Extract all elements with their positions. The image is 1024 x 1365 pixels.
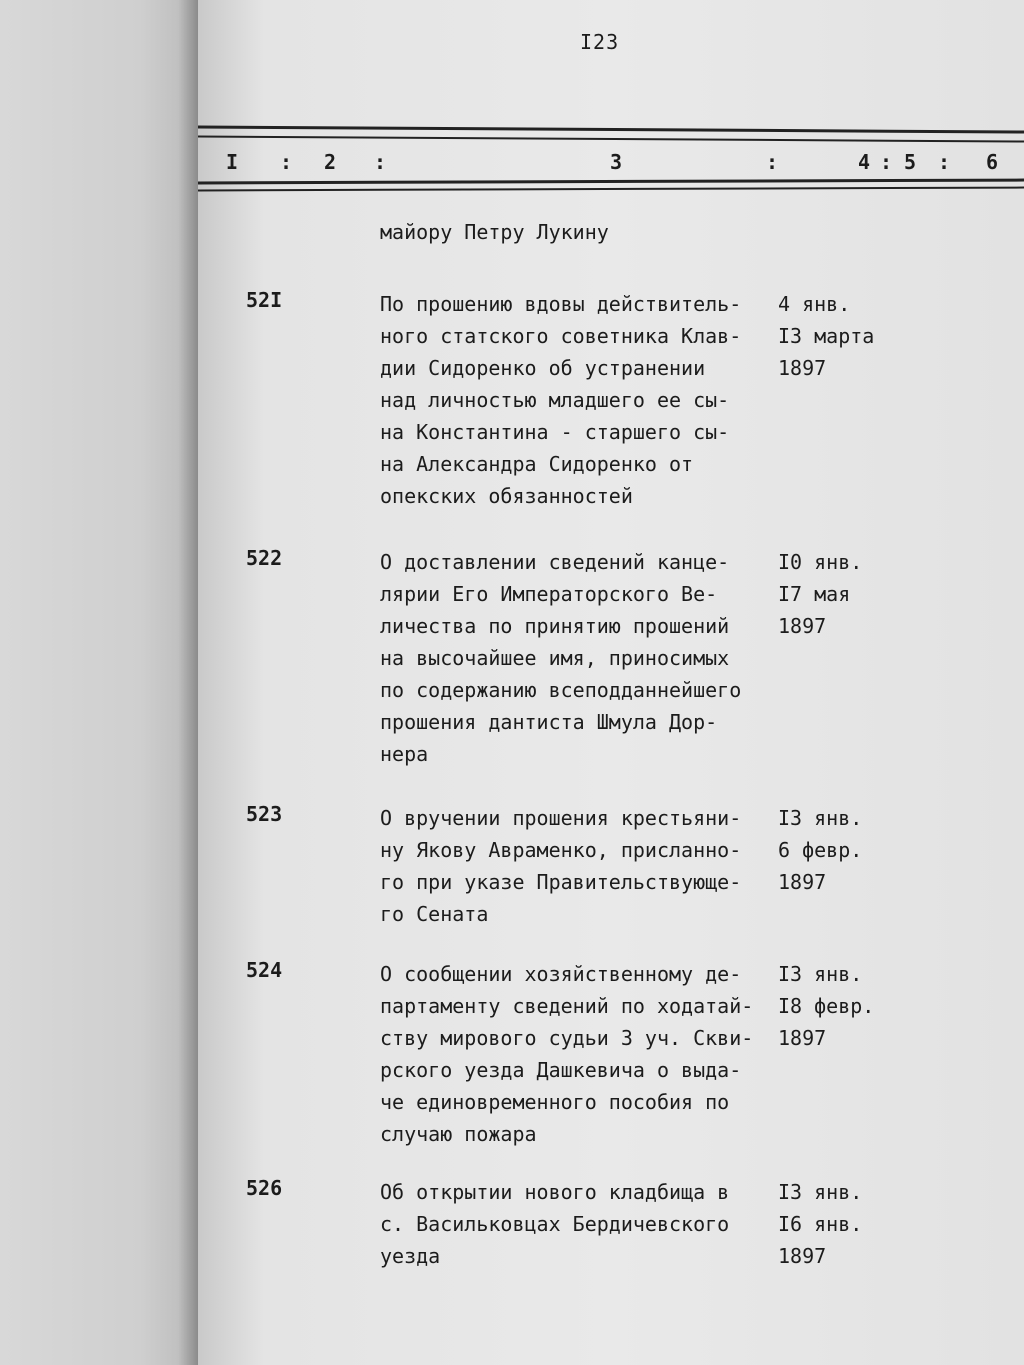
column-header-5: 5 — [904, 150, 917, 174]
column-header-4: 4 — [858, 150, 871, 174]
entry-title: О доставлении сведений канце- лярии Его Императорского Ве- личества по принятию прошений на высочайшее имя, приносимых по содержанию всеподданнейшего прошения дантиста Шмула Дор- нера — [380, 550, 742, 766]
column-header-1: I — [226, 150, 239, 174]
column-separator: : — [766, 150, 779, 174]
entry-number: 526 — [246, 1176, 283, 1200]
header-rule-bottom — [198, 179, 1024, 185]
column-separator: : — [880, 150, 893, 174]
entry-number: 523 — [246, 802, 283, 826]
entry-number: 522 — [246, 546, 283, 570]
column-header-2: 2 — [324, 150, 337, 174]
column-separator: : — [374, 150, 387, 174]
entry-title: О сообщении хозяйственному де- партаменту сведений по ходатай- ству мирового судьи 3 уч. Скви- рского уезда Дашкевича о выда- че единовременного пособия по случаю пожара — [380, 962, 754, 1146]
header-rule-bottom-inner — [198, 187, 1024, 192]
column-header-row — [198, 150, 1024, 178]
left-page — [0, 0, 200, 1365]
entry-dates: I3 янв. I6 янв. 1897 — [778, 1180, 863, 1268]
header-rule-top — [198, 125, 1024, 133]
entry-title: Об открытии нового кладбища в с. Васильковцах Бердичевского уезда — [380, 1180, 730, 1268]
entry-dates: 4 янв. I3 марта 1897 — [778, 292, 875, 380]
column-header-3: 3 — [610, 150, 623, 174]
header-rule-top-inner — [198, 135, 1024, 142]
page-number: I23 — [580, 30, 620, 54]
column-separator: : — [280, 150, 293, 174]
entry-number: 52I — [246, 288, 283, 312]
column-header-6: 6 — [986, 150, 999, 174]
column-separator: : — [938, 150, 951, 174]
entry-dates: I0 янв. I7 мая 1897 — [778, 550, 863, 638]
entry-dates: I3 янв. I8 февр. 1897 — [778, 962, 875, 1050]
entry-dates: I3 янв. 6 февр. 1897 — [778, 806, 863, 894]
entry-title: По прошению вдовы действитель- ного статского советника Клав- дии Сидоренко об устранении над личностью младшего ее сы- на Константина - старшего сы- на Александра Сидоренко от опекских обязанностей — [380, 292, 742, 508]
document-page — [198, 0, 1024, 1365]
entry-number: 524 — [246, 958, 283, 982]
preface-line: майору Петру Лукину — [380, 220, 609, 244]
entry-title: О вручении прошения крестьяни- ну Якову Авраменко, присланно- го при указе Правительствующе- го Сената — [380, 806, 742, 926]
